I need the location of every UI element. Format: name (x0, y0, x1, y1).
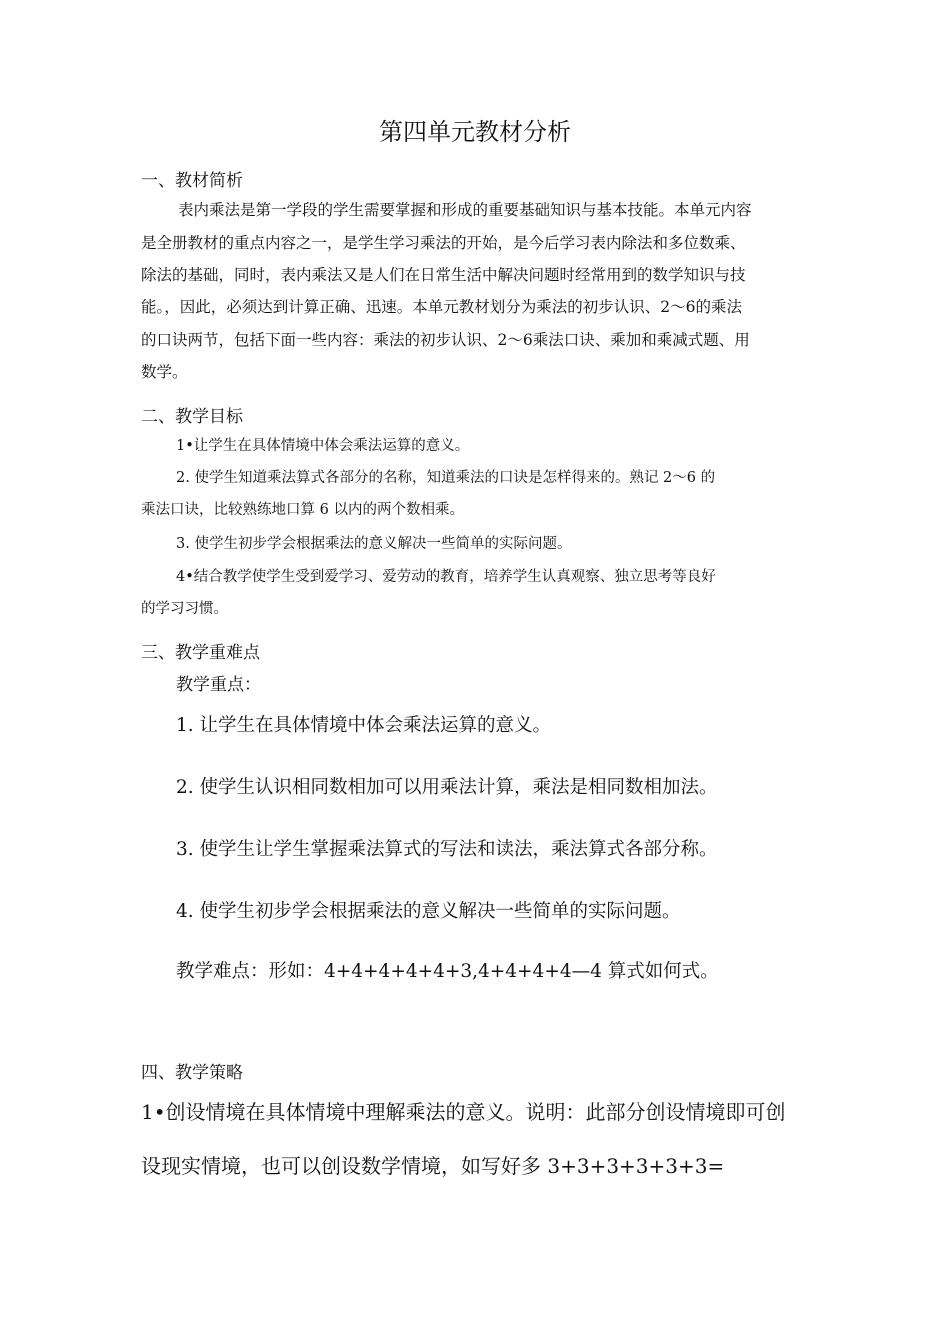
paragraph-line: 能。，因此，必须达到计算正确、迅速。本单元教材划分为乘法的初步认识、2〜6的乘法 (141, 298, 742, 316)
strategy-line: 设现实情境，也可以创设数学情境，如写好多 3+3+3+3+3+3= (141, 1154, 725, 1178)
paragraph-line: 除法的基础，同时，表内乘法又是人们在日常生活中解决问题时经常用到的数学知识与技 (141, 266, 746, 284)
objective-line: 2. 使学生知道乘法算式各部分的名称，知道乘法的口诀是怎样得来的。熟记 2〜6 的 (176, 470, 716, 486)
section-heading-4: 四、教学策略 (141, 1063, 243, 1083)
key-points-label: 教学重点： (176, 675, 261, 695)
key-point: 1. 让学生在具体情境中体会乘法运算的意义。 (176, 715, 552, 736)
paragraph-line: 是全册教材的重点内容之一，是学生学习乘法的开始，是今后学习表内除法和多位数乘、 (141, 234, 746, 252)
strategy-line: 1•创设情境在具体情境中理解乘法的意义。说明：此部分创设情境即可创 (141, 1100, 786, 1124)
paragraph-line: 表内乘法是第一学段的学生需要掌握和形成的重要基础知识与基本技能。本单元内容 (178, 201, 752, 219)
objective-line: 乘法口诀，比较熟练地口算 6 以内的两个数相乘。 (141, 502, 464, 518)
paragraph-line: 的口诀两节，包括下面一些内容：乘法的初步认识、2〜6乘法口诀、乘加和乘减式题、用 (141, 331, 750, 349)
document-title: 第四单元教材分析 (379, 118, 571, 146)
objective-line: 1•让学生在具体情境中体会乘法运算的意义。 (176, 438, 470, 454)
section-heading-2: 二、教学目标 (141, 407, 243, 427)
section-heading-3: 三、教学重难点 (141, 643, 260, 663)
key-point: 2. 使学生认识相同数相加可以用乘法计算，乘法是相同数相加法。 (176, 777, 718, 798)
objective-line: 4•结合教学使学生受到爱学习、爱劳动的教育，培养学生认真观察、独立思考等良好 (176, 569, 716, 585)
paragraph-line: 数学。 (141, 363, 188, 381)
objective-line: 3. 使学生初步学会根据乘法的意义解决一些简单的实际问题。 (176, 536, 572, 552)
section-heading-1: 一、教材简析 (141, 171, 243, 191)
difficulty-line: 教学难点：形如：4+4+4+4+4+3,4+4+4+4—4 算式如何式。 (176, 961, 719, 982)
objective-line: 的学习习惯。 (141, 601, 228, 617)
key-point: 4. 使学生初步学会根据乘法的意义解决一些简单的实际问题。 (176, 901, 681, 922)
key-point: 3. 使学生让学生掌握乘法算式的写法和读法，乘法算式各部分称。 (176, 839, 718, 860)
